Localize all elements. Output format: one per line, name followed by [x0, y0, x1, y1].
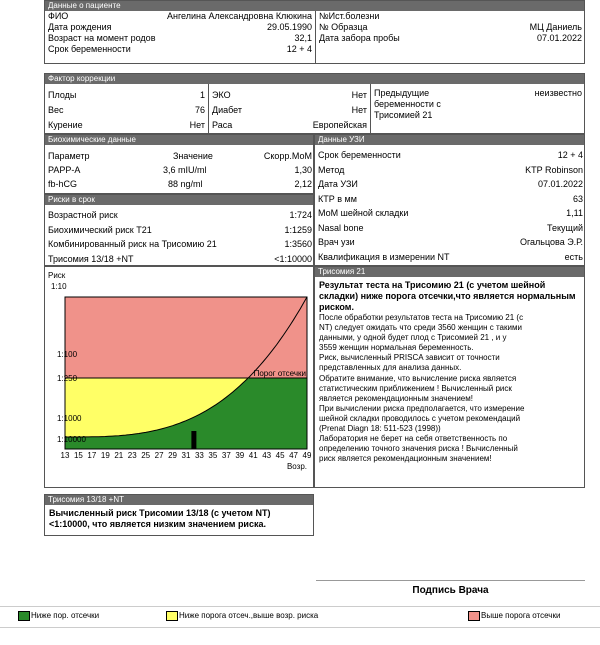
risk-row: Биохимический риск Т21 1:1259 — [48, 224, 312, 235]
x-tick-label: 23 — [127, 451, 137, 460]
race-label: Раса — [212, 120, 233, 130]
t21-body-line: представленных для анализа данных. — [319, 363, 462, 373]
us-row: МоМ шейной складки 1,11 — [318, 208, 583, 218]
fio-label: ФИО — [48, 11, 69, 21]
t21-body-line: При вычислении риска предполагается, что измерение — [319, 403, 525, 413]
risk-row: Трисомия 13/18 +NT <1:10000 — [48, 253, 312, 264]
patient-marker — [191, 431, 196, 449]
x-tick-label: 17 — [87, 451, 97, 460]
x-tick-label: 15 — [73, 451, 83, 460]
eco-label: ЭКО — [212, 90, 231, 100]
risks-section — [44, 194, 314, 266]
chart-title: Риск — [48, 271, 66, 280]
correction-header: Фактор коррекции — [45, 74, 584, 84]
high-risk-zone — [65, 297, 307, 378]
patient-section — [44, 0, 585, 64]
legend-high-swatch — [468, 611, 480, 621]
t1318-header: Трисомия 13/18 +NT — [45, 495, 313, 505]
risk-row: Возрастной риск 1:724 — [48, 210, 312, 220]
x-tick-label: 35 — [208, 451, 218, 460]
pregnancy-term-label: Срок беременности — [48, 44, 131, 54]
t21-body-line: определению точного значения риска ! Вычисленный — [319, 444, 518, 454]
biochem-row: fb-hCG 88 ng/ml 2,12 — [48, 179, 312, 189]
t1318-section — [44, 494, 314, 536]
sample-number-label: № Образца — [319, 22, 368, 32]
previous-pregnancies-value: неизвестно — [534, 88, 582, 98]
legend-low-label: Ниже пор. отсечки — [31, 611, 100, 620]
x-tick-label: 25 — [141, 451, 151, 460]
legend — [0, 606, 600, 628]
cutoff-label: Порог отсечки — [253, 369, 306, 378]
t21-body-line: данными, у одной будет плод с Трисомией 21 , и у — [319, 333, 507, 343]
signature-line — [316, 580, 585, 581]
diabetes-value: Нет — [351, 105, 367, 115]
t21-body — [315, 313, 584, 464]
y-tick-label: 1:10 — [51, 282, 67, 291]
t21-body-line: 3559 женщин нормальная беременность. — [319, 343, 474, 353]
risk-chart-section — [44, 266, 314, 488]
x-axis-label: Возр. — [286, 462, 307, 471]
biochem-col-mom: Скорр.МоМ — [263, 151, 312, 161]
fio-value: Ангелина Александровна Клюкина — [167, 11, 312, 21]
y-tick-label: 1:1000 — [57, 414, 82, 423]
risks-header: Риски в срок — [45, 195, 313, 205]
dob-label: Дата рождения — [48, 22, 112, 32]
x-tick-label: 13 — [60, 451, 70, 460]
biochem-col-param: Параметр — [48, 151, 90, 161]
risk-chart — [45, 267, 313, 487]
legend-low-swatch — [18, 611, 30, 621]
sample-date-value: 07.01.2022 — [536, 33, 582, 43]
t21-body-line: Лаборатория не берет на себя ответственность по — [319, 434, 508, 444]
weight-value: 76 — [194, 105, 205, 115]
legend-mid-swatch — [166, 611, 178, 621]
x-tick-label: 43 — [262, 451, 272, 460]
x-tick-label: 45 — [275, 451, 285, 460]
y-tick-label: 1:10000 — [57, 435, 86, 444]
us-row: КТР в мм 63 — [318, 193, 583, 204]
x-tick-label: 37 — [221, 451, 231, 460]
ultrasound-section — [314, 134, 585, 266]
t21-body-line: статистическим приближением ! Вычисленный риск — [319, 383, 512, 393]
eco-value: Нет — [351, 90, 367, 100]
sample-number-value: МЦ Даниель — [529, 22, 582, 32]
t21-body-line: После обработки результатов теста на Трисомию 21 (с — [319, 313, 524, 322]
t21-body-line: риск является рекомендационным значением! — [319, 454, 492, 464]
t21-body-line: (Prenat Diagn 18: 511-523 (1998)) — [319, 424, 441, 434]
x-tick-label: 27 — [154, 451, 164, 460]
fetus-value: 1 — [199, 90, 205, 100]
legend-mid-label: Ниже порога отсеч.,выше возр. риска — [179, 611, 319, 620]
age-label: Возраст на момент родов — [48, 33, 156, 43]
x-tick-label: 19 — [100, 451, 110, 460]
biochem-col-value: Значение — [173, 151, 213, 161]
y-tick-label: 1:250 — [57, 374, 78, 383]
t21-body-line: шейной складки проводилось с учетом рекомендаций — [319, 413, 521, 423]
correction-section — [44, 73, 585, 134]
us-row: Квалификация в измерении NT есть — [318, 251, 583, 262]
us-row: Срок беременности 12 + 4 — [318, 150, 583, 160]
pregnancy-term-value: 12 + 4 — [286, 44, 312, 54]
t1318-conclusion-line: Вычисленный риск Трисомии 13/18 (с учетом NT) — [49, 508, 271, 518]
dob-value: 29.05.1990 — [266, 22, 312, 32]
case-number-label: №Ист.болезни — [319, 11, 380, 21]
smoking-value: Нет — [189, 120, 205, 130]
age-value: 32,1 — [294, 33, 312, 43]
previous-pregnancies-label: Предыдущие беременности с Трисомией 21 — [374, 88, 441, 120]
us-row: Метод KTP Robinson — [318, 164, 583, 175]
signature-label: Подпись Врача — [412, 585, 489, 596]
t21-conclusion: Результат теста на Трисомию 21 (с учетом шейной складки) ниже порога отсечки,что является нормальным риском. — [319, 280, 576, 312]
t21-body-line: Риск, вычисленный PRISCA зависит от точности — [319, 353, 500, 363]
legend-high-label: Выше порога отсечки — [481, 611, 561, 620]
diabetes-label: Диабет — [212, 105, 243, 115]
us-row: Врач узи Огальцова Э.Р. — [318, 237, 583, 247]
x-tick-label: 47 — [289, 451, 299, 460]
x-tick-label: 39 — [235, 451, 245, 460]
smoking-label: Курение — [48, 120, 83, 130]
sample-date-label: Дата забора пробы — [319, 33, 400, 43]
t1318-conclusion-line: <1:10000, что является низким значением риска. — [49, 519, 266, 529]
weight-label: Вес — [48, 105, 64, 115]
us-row: Nasal bone Текущий — [318, 222, 583, 233]
x-tick-label: 41 — [248, 451, 258, 460]
x-tick-label: 21 — [114, 451, 124, 460]
ultrasound-header: Данные УЗИ — [315, 135, 584, 145]
y-tick-label: 1:100 — [57, 350, 78, 359]
t21-body-line: является рекомендационным значением! — [319, 393, 473, 403]
x-tick-label: 31 — [181, 451, 191, 460]
race-value: Европейская — [312, 120, 367, 130]
biochem-header: Биохимические данные — [45, 135, 313, 145]
patient-header: Данные о пациенте — [45, 1, 584, 11]
t21-body-line: Обратите внимание, что вычисление риска является — [319, 373, 517, 383]
x-tick-label: 49 — [302, 451, 312, 460]
t21-section — [314, 266, 585, 488]
t21-header: Трисомия 21 — [315, 267, 584, 277]
biochem-row: PAPP-A 3,6 mIU/ml 1,30 — [48, 165, 312, 175]
biochem-section — [44, 134, 314, 194]
x-tick-label: 33 — [194, 451, 204, 460]
us-row: Дата УЗИ 07.01.2022 — [318, 179, 583, 189]
fetus-label: Плоды — [48, 90, 77, 100]
x-tick-label: 29 — [168, 451, 178, 460]
risk-row: Комбинированный риск на Трисомию 21 1:3560 — [48, 239, 312, 249]
t21-body-line: NT) следует ожидать что среди 3560 женщин с такими — [319, 323, 522, 333]
